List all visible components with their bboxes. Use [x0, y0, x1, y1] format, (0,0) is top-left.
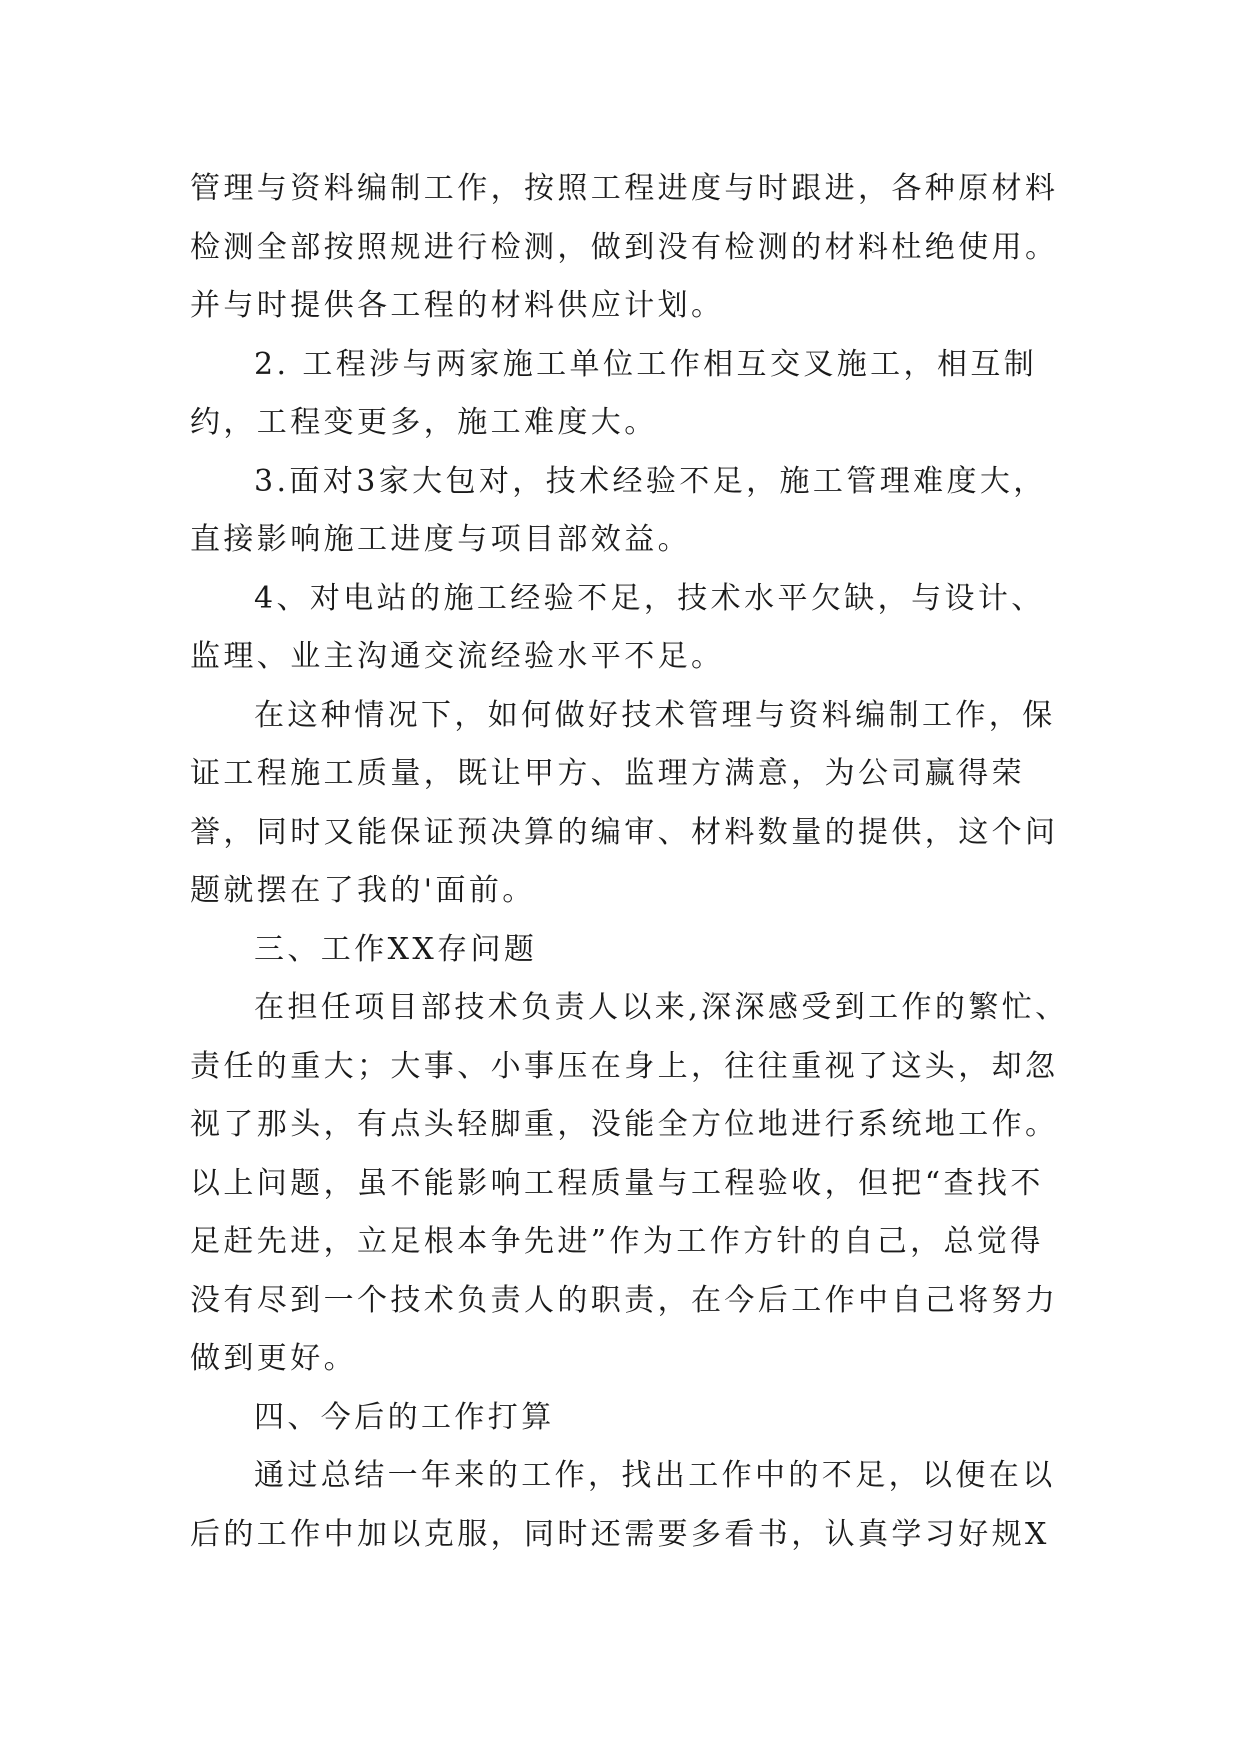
section-heading-plans: 四、今后的工作打算: [254, 1399, 555, 1435]
paragraph-materials-management: 管理与资料编制工作，按照工程进度与时跟进，各种原材料检测全部按照规进行检测，做到没有检测的材料杜绝使用。并与时提供各工程的材料供应计划。: [190, 171, 1059, 323]
section-heading-problems: 三、工作XX存问题: [254, 931, 538, 967]
paragraph-item-2: 2. 工程涉与两家施工单位工作相互交叉施工，相互制约，工程变更多，施工难度大。: [190, 346, 1038, 440]
paragraph-plans: 通过总结一年来的工作，找出工作中的不足，以便在以后的工作中加以克服，同时还需要多看书，认真学习好规X: [190, 1458, 1056, 1552]
paragraph-problems: 在担任项目部技术负责人以来,深深感受到工作的繁忙、责任的重大；大事、小事压在身上，往往重视了这头，却忽视了那头，有点头轻脚重，没能全方位地进行系统地工作。以上问题，虽不能影响工程质量与工程验收，但把“查找不足赶先进，立足根本争先进”作为工作方针的自己，总觉得没有尽到一个技术负责人的职责，在今后工作中自己将努力做到更好。: [190, 990, 1069, 1376]
paragraph-situation: 在这种情况下，如何做好技术管理与资料编制工作，保证工程施工质量，既让甲方、监理方满意，为公司赢得荣誉，同时又能保证预决算的编审、材料数量的提供，这个问题就摆在了我的'面前。: [190, 697, 1059, 908]
paragraph-item-4: 4、对电站的施工经验不足，技术水平欠缺，与设计、监理、业主沟通交流经验水平不足。: [190, 580, 1045, 674]
document-body: [190, 160, 1070, 1564]
paragraph-item-3: 3.面对3家大包对，技术经验不足，施工管理难度大，直接影响施工进度与项目部效益。: [190, 463, 1047, 557]
